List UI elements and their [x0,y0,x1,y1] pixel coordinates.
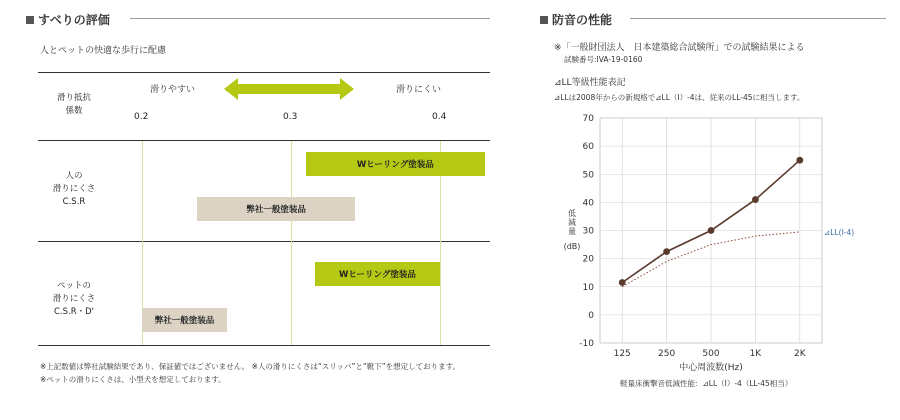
row-label-pet [38,280,110,319]
title-square-icon-2 [540,16,548,24]
row-label-pet-2: 滑りにくさ [52,294,96,304]
bar-label: 弊社一般塗装品 [154,316,215,326]
slip-title-rule [130,18,490,19]
coefficient-gridline [291,141,292,345]
y-axis-label: (dB) [563,242,581,251]
y-tick-label: 20 [582,254,594,265]
coefficient-header-line-1: 滑り抵抗 [56,93,91,103]
table-bottom-line [38,345,490,346]
coefficient-tick-label: 0.3 [283,112,298,122]
data-point [708,227,715,234]
y-axis-label: 量 [568,227,576,236]
w-healing-bar [315,262,440,286]
sound-note-4: ⊿LLは2008年からの新規格で⊿LL（I）-4は、従来のLL-45に相当します。 [554,93,805,102]
x-tick-label: 125 [613,349,631,359]
slip-subtitle: 人とペットの快適な歩行に配慮 [40,46,167,56]
coefficient-tick-label: 0.2 [134,112,149,122]
y-tick-label: 60 [582,142,594,153]
standard-coating-bar [197,197,355,221]
y-tick-label: 10 [582,282,594,293]
y-tick-label: 50 [582,170,594,181]
standard-coating-bar [142,308,227,332]
x-tick-label: 500 [702,349,720,359]
y-tick-label: 0 [588,310,594,321]
table-header-line [38,140,490,141]
sound-note-3: ⊿LL等級性能表記 [554,78,626,88]
sound-title-text: 防音の性能 [552,13,613,27]
y-tick-label: 70 [582,114,594,124]
w-healing-bar [306,152,485,176]
sound-note-2: 試験番号:IVA-19-0160 [564,55,643,64]
data-point [796,157,803,164]
title-square-icon [26,16,34,24]
y-axis-label: 減 [568,218,576,227]
row-label-human [38,170,110,209]
bar-label: Wヒーリング塗装品 [356,160,434,170]
x-tick-label: 2K [793,349,806,359]
coefficient-tick-label: 0.4 [432,112,447,122]
y-axis-label: 低 [568,209,576,218]
row-label-human-3: C.S.R [62,197,86,207]
sound-chart [540,108,885,373]
slip-note-2: ※ペットの滑りにくさは、小型犬を想定しております。 [40,375,226,384]
x-tick-label: 250 [658,349,676,359]
row-label-human-1: 人の [65,171,83,181]
chart-caption: 軽量床衝撃音低減性能：⊿LL（I）-4（LL-45相当） [620,379,793,388]
data-point [752,196,759,203]
x-tick-label: 1K [749,349,762,359]
double-arrow-icon [224,77,354,101]
reference-line-label: ⊿LL(I-4) [824,227,855,237]
y-tick-label: -10 [579,339,594,349]
slip-note-1: ※上記数値は弊社試験結果であり、保証値ではございません。 ※人の滑りにくさは“スリッパ”と“靴下”を想定しております。 [40,362,461,371]
coefficient-header-line-2: 係数 [65,106,83,116]
row-label-pet-1: ペットの [56,281,91,291]
slip-section-title [26,11,110,28]
table-top-line [38,72,490,73]
y-tick-label: 40 [582,198,594,209]
double-arrow-shape [224,78,354,100]
data-point [619,279,626,286]
sound-section-title [540,11,612,28]
sound-title-rule [630,18,886,19]
slip-title-text: すべりの評価 [38,13,110,27]
slippery-label: 滑りやすい [150,85,196,95]
row-label-human-2: 滑りにくさ [52,184,96,194]
non-slip-label: 滑りにくい [396,85,442,95]
bar-label: 弊社一般塗装品 [246,205,306,215]
table-row-divider [38,241,490,242]
data-point [663,248,670,255]
coefficient-header [38,92,110,118]
bar-label: Wヒーリング塗装品 [338,270,416,280]
y-tick-label: 30 [582,226,594,237]
x-axis-label: 中心周波数(Hz) [679,363,743,373]
sound-note-1: ※「一般財団法人 日本建築総合試験所」での試験結果による [554,43,805,53]
row-label-pet-3: C.S.R・D' [53,307,95,317]
